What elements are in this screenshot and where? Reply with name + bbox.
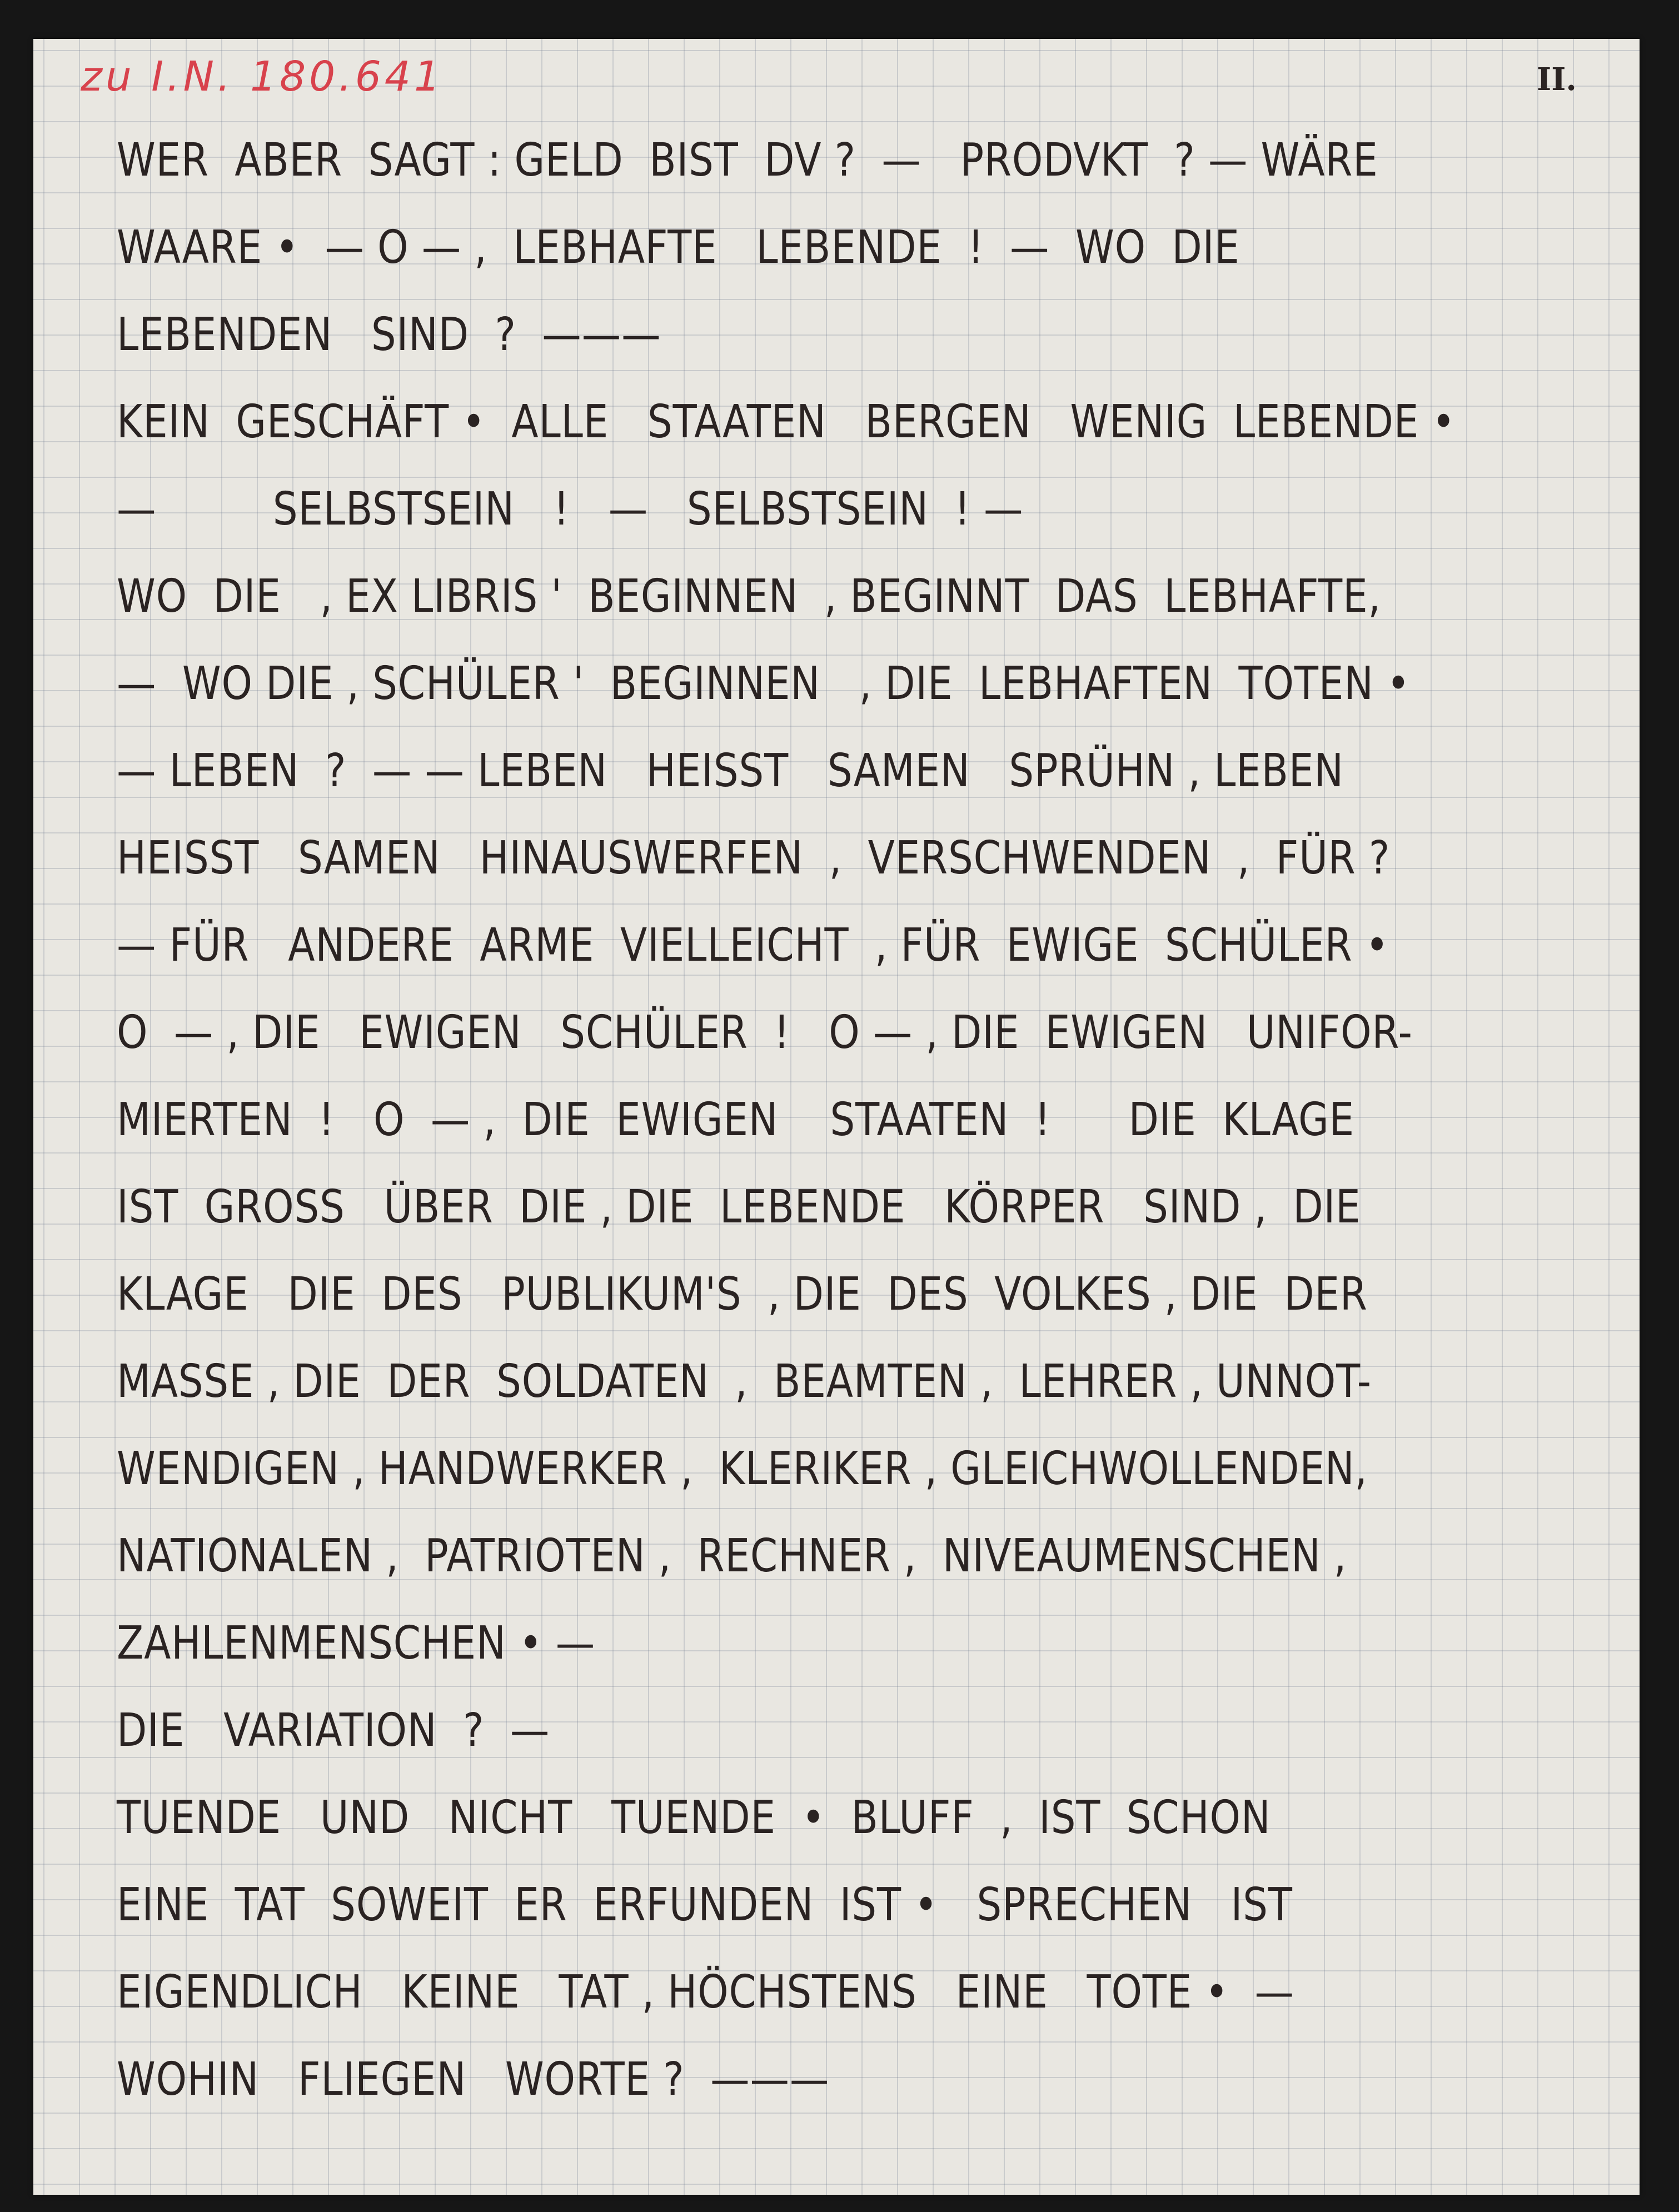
text-line: — FÜR ANDERE ARME VIELLEICHT , FÜR EWIGE SCHÜLER • <box>117 919 1389 972</box>
text-line: WER ABER SAGT : GELD BIST DV ? — PRODVKT ? — WÄRE <box>117 134 1378 187</box>
text-line: EINE TAT SOWEIT ER ERFUNDEN IST • SPRECHEN IST <box>117 1879 1293 1931</box>
text-line: ZAHLENMENSCHEN • — <box>117 1617 596 1670</box>
text-line: WAARE • — O — , LEBHAFTE LEBENDE ! — WO DIE <box>117 221 1240 274</box>
text-line: TUENDE UND NICHT TUENDE • BLUFF , IST SCHON <box>117 1791 1271 1844</box>
text-line: NATIONALEN , PATRIOTEN , RECHNER , NIVEAUMENSCHEN , <box>117 1530 1347 1582</box>
handwritten-text-block <box>117 117 1606 2123</box>
text-line: HEISST SAMEN HINAUSWERFEN , VERSCHWENDEN , FÜR ? <box>117 832 1391 885</box>
page-number: II. <box>1537 61 1577 98</box>
archive-reference-note: zu I.N. 180.641 <box>81 53 444 101</box>
manuscript-page <box>33 39 1640 2195</box>
text-line: EIGENDLICH KEINE TAT , HÖCHSTENS EINE TOTE • — <box>117 1966 1294 2019</box>
text-line: KLAGE DIE DES PUBLIKUM'S , DIE DES VOLKES , DIE DER <box>117 1268 1368 1321</box>
text-line: — LEBEN ? — — LEBEN HEISST SAMEN SPRÜHN , LEBEN <box>117 745 1344 797</box>
text-line: — SELBSTSEIN ! — SELBSTSEIN ! — <box>117 483 1024 536</box>
text-line: DIE VARIATION ? — <box>117 1704 550 1757</box>
text-line: KEIN GESCHÄFT • ALLE STAATEN BERGEN WENIG LEBENDE • <box>117 396 1456 448</box>
text-line: LEBENDEN SIND ? ——— <box>117 308 661 361</box>
text-line: MASSE , DIE DER SOLDATEN , BEAMTEN , LEHRER , UNNOT- <box>117 1355 1372 1408</box>
text-line: WOHIN FLIEGEN WORTE ? ——— <box>117 2053 830 2106</box>
text-line: IST GROSS ÜBER DIE , DIE LEBENDE KÖRPER SIND , DIE <box>117 1181 1361 1234</box>
text-line: MIERTEN ! O — , DIE EWIGEN STAATEN ! DIE KLAGE <box>117 1093 1355 1146</box>
text-line: WENDIGEN , HANDWERKER , KLERIKER , GLEICHWOLLENDEN, <box>117 1442 1368 1495</box>
text-line: — WO DIE , SCHÜLER ' BEGINNEN , DIE LEBHAFTEN TOTEN • <box>117 657 1411 710</box>
text-line: O — , DIE EWIGEN SCHÜLER ! O — , DIE EWIGEN UNIFOR- <box>117 1006 1413 1059</box>
text-line: WO DIE , EX LIBRIS ' BEGINNEN , BEGINNT DAS LEBHAFTE, <box>117 570 1381 623</box>
